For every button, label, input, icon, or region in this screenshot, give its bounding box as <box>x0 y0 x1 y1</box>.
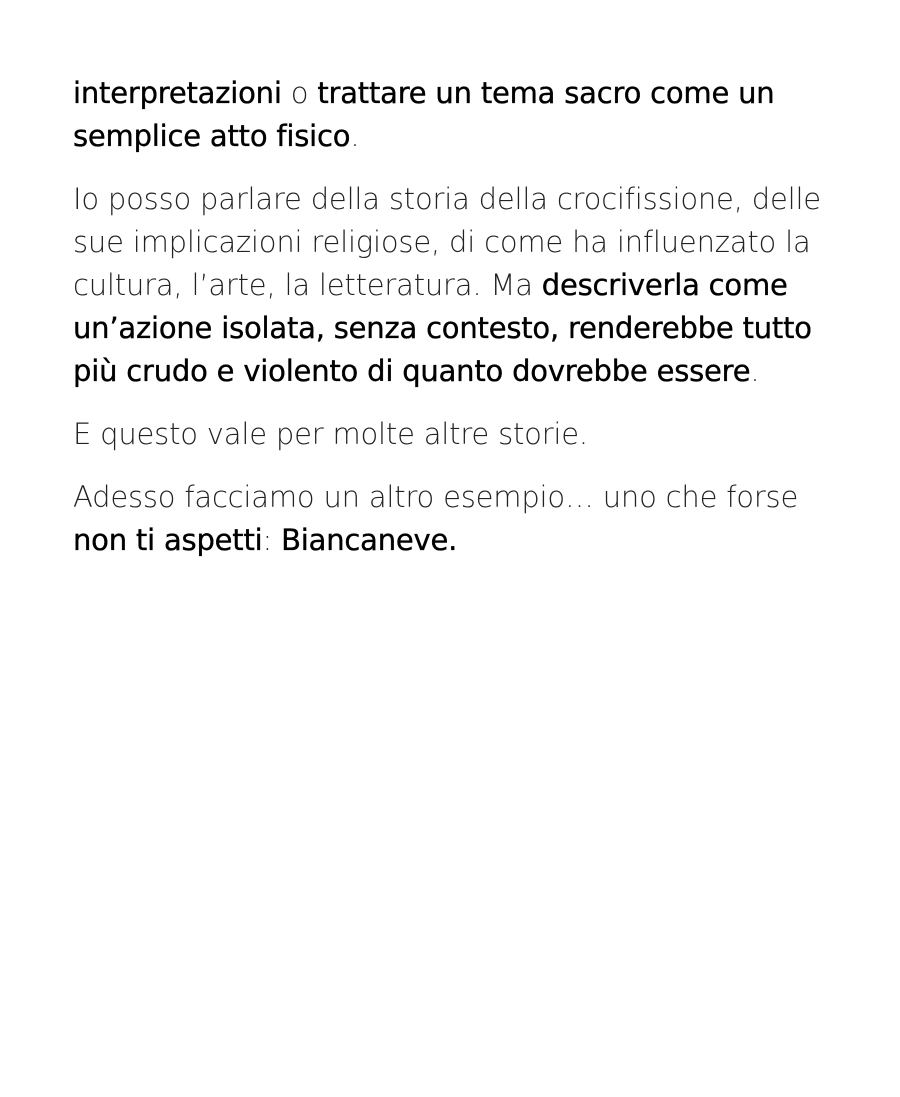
text-segment: E questo vale per molte altre storie. <box>73 417 588 451</box>
text-segment: o <box>281 76 318 110</box>
text-segment: . <box>750 354 760 388</box>
text-segment: Biancaneve. <box>281 523 458 557</box>
text-segment: Adesso facciamo un altro esempio… uno che forse <box>73 480 799 514</box>
text-segment: descriverla come un’azione isolata, senza contesto, renderebbe tutto più crudo e violento di quanto dovrebbe essere <box>73 268 812 388</box>
paragraph-1 <box>73 72 853 158</box>
paragraph-2 <box>73 178 853 393</box>
text-segment: interpretazioni <box>73 76 282 110</box>
paragraph-4 <box>73 476 853 562</box>
text-segment: : <box>262 523 282 557</box>
text-segment: . <box>350 119 360 153</box>
text-segment: trattare un tema sacro come un semplice atto fisico <box>73 76 775 153</box>
text-segment: Io posso parlare della storia della crocifissione, delle sue implicazioni religiose, di come ha influenzato la cultura, l’arte, la letteratura. Ma <box>73 182 821 302</box>
document-page <box>73 72 853 582</box>
text-segment: non ti aspetti <box>73 523 263 557</box>
paragraph-3 <box>73 413 853 456</box>
